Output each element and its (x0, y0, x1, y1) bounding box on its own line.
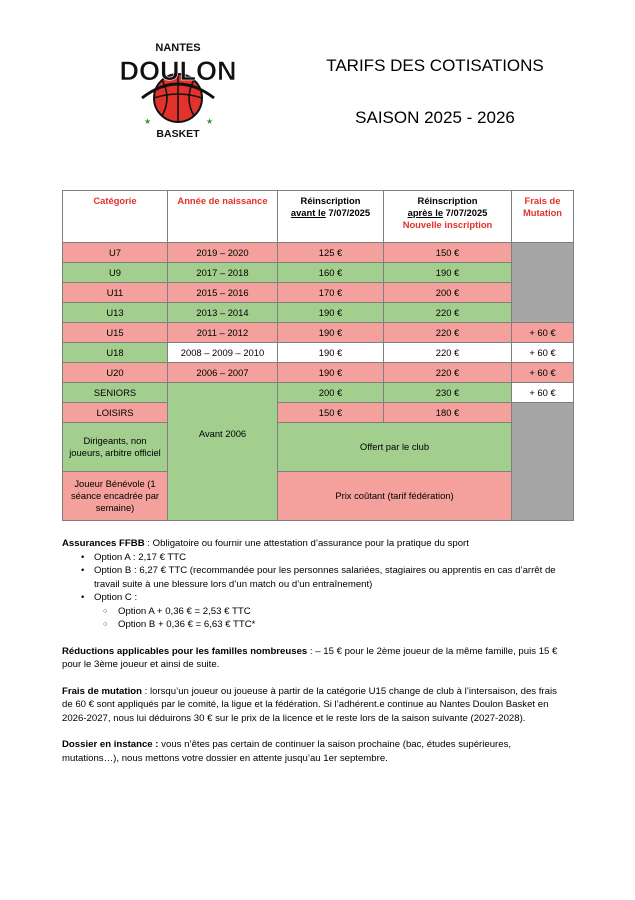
club-logo (119, 40, 237, 140)
cell-category: U15 (63, 323, 168, 343)
header-avant: Réinscription avant le 7/07/2025 (278, 191, 384, 243)
cell-mutation: + 60 € (512, 383, 574, 403)
cell-category: Joueur Bénévole (1 séance encadrée par semaine) (63, 472, 168, 521)
header-annee: Année de naissance (168, 191, 278, 243)
table-row (63, 323, 574, 343)
table-row (63, 472, 574, 521)
cell-before: 190 € (278, 363, 384, 383)
list-item: • Option B : 6,27 € TTC (recommandée pour les personnes salariées, stagiaires ou apprentis en cas d’arrêt de travail suite à une blessure lors d’un match ou d’un entraînement) (94, 564, 567, 591)
star-icon: ★ (144, 117, 152, 126)
table-row (63, 403, 574, 423)
cell-category: U20 (63, 363, 168, 383)
cell-category: U11 (63, 283, 168, 303)
page-title: TARIFS DES COTISATIONS (326, 56, 544, 75)
cell-category: U9 (63, 263, 168, 283)
table-row (63, 263, 574, 283)
cell-mutation: + 60 € (512, 343, 574, 363)
table-header-row (63, 191, 574, 243)
cell-after: 150 € (384, 243, 512, 263)
table-row (63, 423, 574, 472)
logo-main-text: DOULON (119, 56, 237, 86)
notes-section (62, 537, 567, 765)
cell-year: 2019 – 2020 (168, 243, 278, 263)
cell-after: 200 € (384, 283, 512, 303)
cell-before: 160 € (278, 263, 384, 283)
cell-merged: Prix coûtant (tarif fédération) (278, 472, 512, 521)
dossier-paragraph: Dossier en instance : vous n’êtes pas certain de continuer la saison prochaine (bac, études supérieures, mutations…), nous mettons votre dossier en attente jusqu’au 1er septembre. (62, 739, 512, 764)
cell-before: 190 € (278, 303, 384, 323)
cell-category: U7 (63, 243, 168, 263)
cell-category: LOISIRS (63, 403, 168, 423)
cell-year: 2017 – 2018 (168, 263, 278, 283)
cell-year-merged: Avant 2006 (168, 383, 278, 521)
cell-year: 2013 – 2014 (168, 303, 278, 323)
cell-category: U13 (63, 303, 168, 323)
cell-before: 190 € (278, 343, 384, 363)
cell-mutation-empty (512, 243, 574, 323)
table-row (63, 383, 574, 403)
cell-merged: Offert par le club (278, 423, 512, 472)
cell-after: 220 € (384, 303, 512, 323)
table-row (63, 363, 574, 383)
cell-year: 2006 – 2007 (168, 363, 278, 383)
cell-before: 190 € (278, 323, 384, 343)
list-item: • Option C : ○ Option A + 0,36 € = 2,53 € TTC ○ Option B + 0,36 € = 6,63 € TTC* (94, 591, 567, 632)
header-apres: Réinscription après le 7/07/2025 Nouvelle inscription (384, 191, 512, 243)
cell-category: Dirigeants, non joueurs, arbitre officiel (63, 423, 168, 472)
star-icon: ★ (206, 117, 214, 126)
cell-after: 220 € (384, 343, 512, 363)
pricing-table (62, 190, 574, 521)
cell-category: U18 (63, 343, 168, 363)
header-mutation: Frais de Mutation (512, 191, 574, 243)
cell-after: 190 € (384, 263, 512, 283)
assurances-paragraph: Assurances FFBB : Obligatoire ou fournir une attestation d’assurance pour la pratique du sport (62, 538, 469, 549)
cell-year: 2008 – 2009 – 2010 (168, 343, 278, 363)
cell-after: 220 € (384, 363, 512, 383)
cell-after: 220 € (384, 323, 512, 343)
logo-bottom-text: BASKET (156, 128, 200, 140)
reductions-paragraph: Réductions applicables pour les familles nombreuses : – 15 € pour le 2ème joueur de la même famille, puis 15 € pour le 3ème joueur et ainsi de suite. (62, 645, 558, 670)
cell-before: 150 € (278, 403, 384, 423)
cell-after: 180 € (384, 403, 512, 423)
logo-top-text: NANTES (155, 42, 201, 54)
cell-before: 125 € (278, 243, 384, 263)
cell-before: 170 € (278, 283, 384, 303)
cell-mutation-empty (512, 403, 574, 521)
table-row (63, 283, 574, 303)
cell-before: 200 € (278, 383, 384, 403)
cell-after: 230 € (384, 383, 512, 403)
table-row (63, 343, 574, 363)
cell-mutation: + 60 € (512, 323, 574, 343)
header-categorie: Catégorie (63, 191, 168, 243)
table-row (63, 243, 574, 263)
table-row (63, 303, 574, 323)
list-item: ○ Option B + 0,36 € = 6,63 € TTC* (118, 618, 567, 632)
mutation-paragraph: Frais de mutation : lorsqu’un joueur ou joueuse à partir de la catégorie U15 change de club à l’intersaison, des frais de 60 € sont appliqués par le comité, la ligue et la fédération. Si l’adhérent.e continue au Nantes Doulon Basket en 2026-2027, nous lui déduirons 30 € sur le prix de la licence et le reste lors de la saison suivante (2027-2028). (62, 685, 557, 724)
list-item: • Option A : 2,17 € TTC (94, 551, 567, 565)
cell-year: 2015 – 2016 (168, 283, 278, 303)
cell-mutation: + 60 € (512, 363, 574, 383)
season-title: SAISON 2025 - 2026 (355, 108, 515, 127)
list-item: ○ Option A + 0,36 € = 2,53 € TTC (118, 605, 567, 619)
cell-category: SENIORS (63, 383, 168, 403)
cell-year: 2011 – 2012 (168, 323, 278, 343)
